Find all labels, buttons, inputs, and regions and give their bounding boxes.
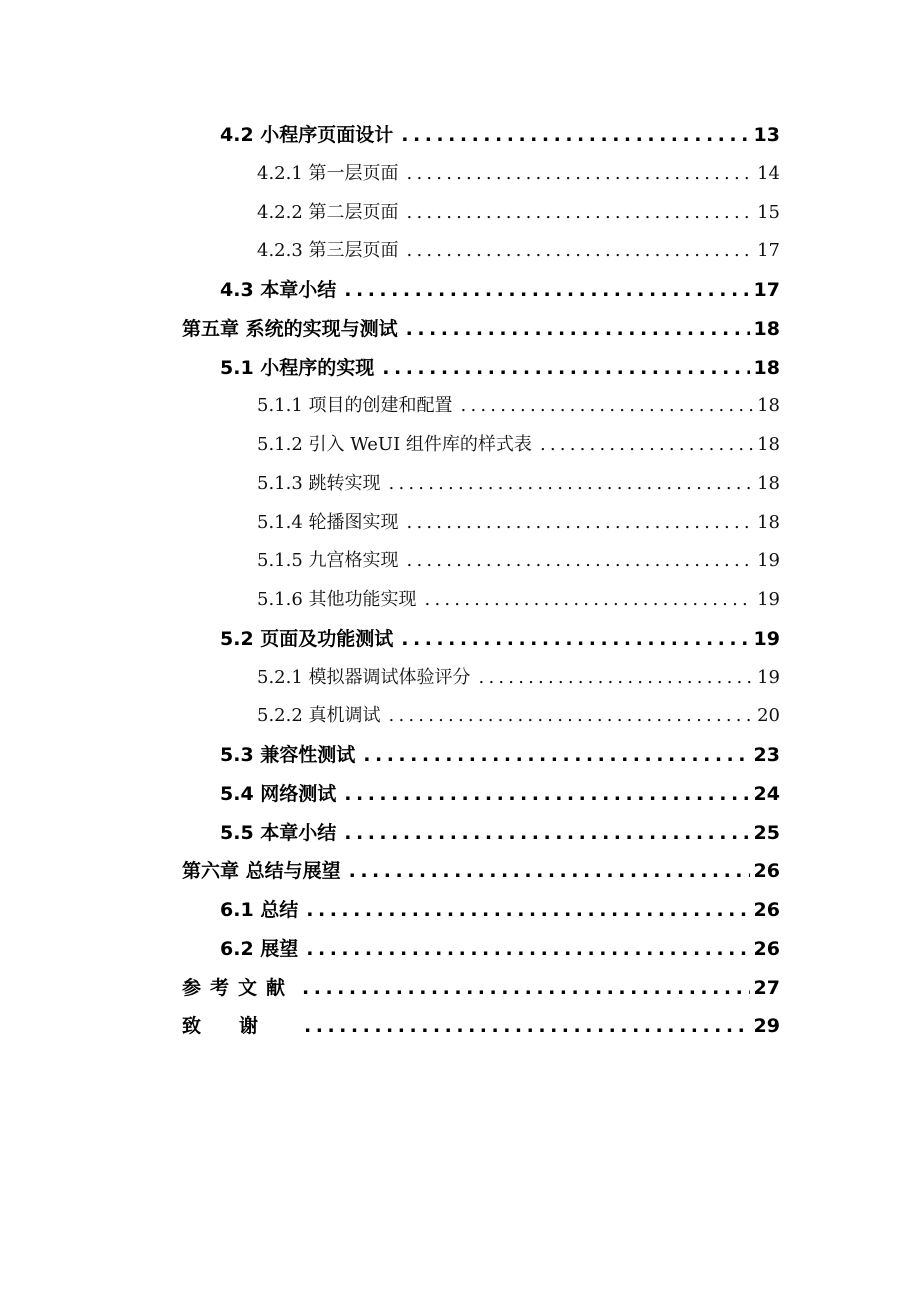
toc-entry[interactable] [182, 1007, 780, 1046]
toc-entry[interactable] [182, 232, 780, 271]
toc-entry-page-number: 26 [753, 899, 780, 921]
toc-entry[interactable] [182, 891, 780, 930]
toc-dot-leader [302, 969, 750, 1008]
toc-entry-page-number: 14 [757, 162, 780, 184]
toc-entry[interactable] [182, 659, 780, 698]
toc-entry-page-number: 26 [753, 860, 780, 883]
toc-entry-page-number: 19 [757, 589, 780, 610]
toc-entry[interactable] [182, 349, 780, 388]
toc-entry-page-number: 18 [757, 395, 780, 417]
toc-entry-title: 第五章 系统的实现与测试 [182, 317, 398, 340]
toc-dot-leader [306, 891, 749, 930]
toc-entry-page-number: 29 [753, 1015, 780, 1038]
toc-dot-leader [344, 814, 749, 853]
toc-entry[interactable] [182, 775, 780, 814]
toc-entry-title: 第六章 总结与展望 [182, 860, 341, 883]
toc-entry-page-number: 27 [753, 976, 780, 999]
toc-dot-leader [344, 271, 749, 310]
toc-dot-leader [401, 620, 749, 659]
toc-entry-title: 6.2 展望 [220, 937, 299, 960]
toc-entry[interactable] [182, 697, 780, 736]
toc-entry-title: 6.1 总结 [220, 899, 299, 921]
toc-dot-leader [401, 116, 749, 155]
table-of-contents [182, 116, 780, 1046]
toc-dot-leader [304, 1007, 750, 1046]
toc-dot-leader [363, 736, 749, 775]
toc-entry-page-number: 19 [753, 627, 780, 650]
toc-dot-leader [407, 504, 754, 543]
toc-entry[interactable] [182, 620, 780, 659]
toc-dot-leader [389, 465, 754, 504]
toc-entry[interactable] [182, 426, 780, 465]
toc-dot-leader [382, 349, 749, 388]
toc-dot-leader [407, 232, 754, 271]
toc-entry[interactable] [182, 155, 780, 194]
toc-dot-leader [461, 387, 754, 426]
toc-entry-page-number: 18 [753, 317, 780, 340]
toc-entry[interactable] [182, 504, 780, 543]
toc-dot-leader [344, 775, 749, 814]
toc-entry[interactable] [182, 852, 780, 891]
toc-entry[interactable] [182, 194, 780, 233]
toc-entry-title: 5.1.1 项目的创建和配置 [257, 395, 453, 417]
toc-entry-title: 5.1 小程序的实现 [220, 356, 375, 379]
toc-entry-title: 4.2.1 第一层页面 [257, 162, 399, 184]
toc-entry-title: 5.1.6 其他功能实现 [257, 589, 417, 610]
toc-entry-page-number: 25 [753, 821, 780, 844]
toc-dot-leader [306, 930, 749, 969]
toc-entry-page-number: 17 [757, 240, 780, 262]
toc-dot-leader [540, 426, 753, 465]
toc-entry-title: 5.5 本章小结 [220, 821, 337, 844]
toc-entry-page-number: 19 [757, 550, 780, 572]
toc-entry-page-number: 24 [753, 782, 780, 805]
toc-dot-leader [407, 194, 754, 233]
toc-entry-title: 5.2.1 模拟器调试体验评分 [257, 666, 471, 688]
toc-entry[interactable] [182, 116, 780, 155]
toc-entry-title: 4.2.2 第二层页面 [257, 201, 399, 223]
toc-entry[interactable] [182, 271, 780, 310]
toc-entry[interactable] [182, 969, 780, 1008]
toc-entry-title: 4.2 小程序页面设计 [220, 124, 394, 146]
toc-entry-page-number: 18 [757, 434, 780, 455]
toc-entry-page-number: 19 [757, 666, 780, 688]
toc-entry-page-number: 15 [757, 201, 780, 223]
toc-dot-leader [407, 155, 754, 194]
toc-entry-title: 5.3 兼容性测试 [220, 744, 356, 766]
toc-entry-page-number: 23 [753, 744, 780, 766]
toc-entry-title: 5.4 网络测试 [220, 782, 337, 805]
toc-dot-leader [479, 659, 754, 698]
toc-entry-title: 5.1.5 九宫格实现 [257, 550, 399, 572]
toc-entry-page-number: 26 [753, 937, 780, 960]
toc-entry-title: 致谢 [182, 1015, 297, 1038]
toc-entry[interactable] [182, 736, 780, 775]
toc-entry[interactable] [182, 310, 780, 349]
toc-entry-page-number: 18 [753, 356, 780, 379]
toc-dot-leader [349, 852, 750, 891]
toc-entry-title: 4.2.3 第三层页面 [257, 240, 399, 262]
toc-entry[interactable] [182, 542, 780, 581]
toc-entry[interactable] [182, 465, 780, 504]
toc-entry[interactable] [182, 814, 780, 853]
toc-entry-page-number: 13 [753, 124, 780, 146]
toc-dot-leader [425, 581, 754, 620]
toc-entry[interactable] [182, 387, 780, 426]
toc-dot-leader [389, 697, 754, 736]
toc-entry-title: 5.1.4 轮播图实现 [257, 511, 399, 533]
toc-entry-page-number: 18 [757, 472, 780, 494]
toc-entry[interactable] [182, 581, 780, 620]
toc-entry-title: 5.1.3 跳转实现 [257, 472, 381, 494]
toc-entry-title: 5.1.2 引入 WeUI 组件库的样式表 [257, 434, 532, 455]
toc-entry-page-number: 17 [753, 279, 780, 301]
toc-dot-leader [406, 310, 750, 349]
toc-entry-title: 5.2.2 真机调试 [257, 705, 381, 727]
toc-entry-title: 参考文献 [182, 976, 295, 999]
toc-entry-title: 4.3 本章小结 [220, 279, 337, 301]
toc-dot-leader [407, 542, 754, 581]
toc-entry-page-number: 18 [757, 511, 780, 533]
toc-entry[interactable] [182, 930, 780, 969]
toc-entry-page-number: 20 [757, 705, 780, 727]
toc-entry-title: 5.2 页面及功能测试 [220, 627, 394, 650]
